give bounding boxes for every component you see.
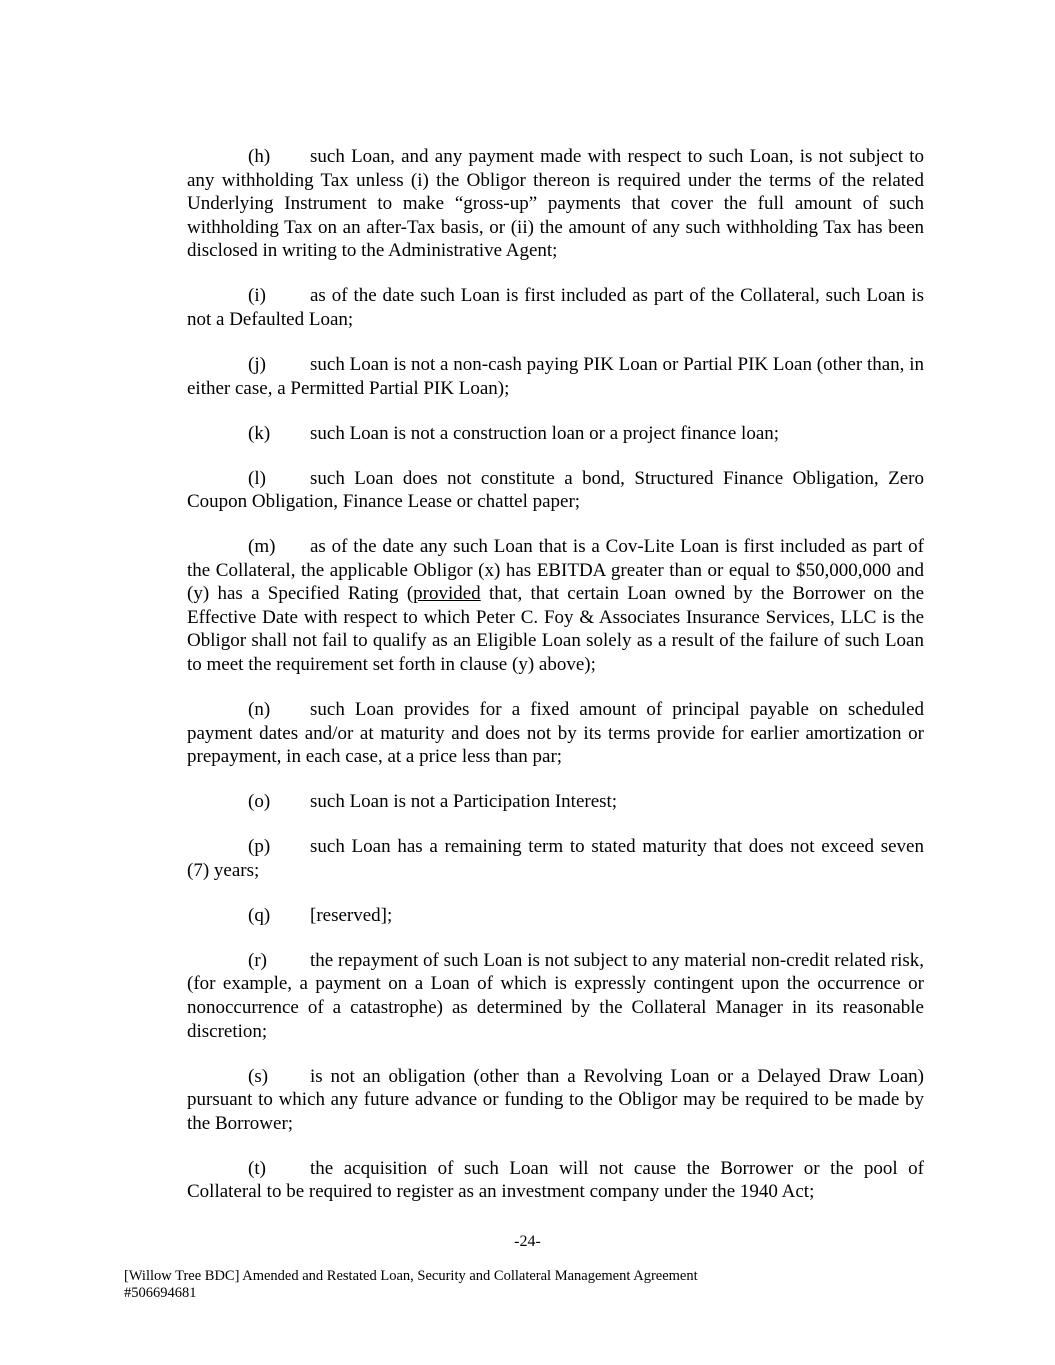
clause-label: (n) bbox=[248, 699, 271, 721]
clause-text: such Loan is not a Participation Interest; bbox=[310, 791, 618, 813]
clause-text-after: that, that certain Loan owned by the Borrower on the Effective Date with respect to which Peter C. Foy & Associates Insurance Services, LLC is the Obligor shall not fail to qualify as an Eligible Loan solely as a result of the failure of such Loan to meet the requirement set forth in clause (y) above); bbox=[187, 583, 924, 676]
clause-h bbox=[187, 145, 924, 263]
footer-doc-id: #506694681 bbox=[124, 1285, 197, 1301]
clause-label: (j) bbox=[248, 353, 266, 375]
clause-label: (m) bbox=[248, 536, 276, 558]
clause-m bbox=[187, 535, 924, 677]
footer-title: [Willow Tree BDC] Amended and Restated Loan, Security and Collateral Management Agreement bbox=[124, 1268, 698, 1284]
clause-label: (s) bbox=[248, 1065, 269, 1087]
clause-n bbox=[187, 698, 924, 769]
clause-j bbox=[187, 353, 924, 400]
clause-text: such Loan is not a non-cash paying PIK Loan or Partial PIK Loan (other than, in either case, a Permitted Partial PIK Loan); bbox=[187, 353, 924, 399]
clause-label: (p) bbox=[248, 836, 271, 858]
clause-o bbox=[187, 790, 924, 814]
document-body bbox=[187, 145, 924, 1225]
clause-text: such Loan is not a construction loan or a project finance loan; bbox=[310, 422, 780, 444]
clause-i bbox=[187, 284, 924, 331]
clause-label: (i) bbox=[248, 285, 266, 307]
clause-label: (t) bbox=[248, 1157, 266, 1179]
provided-underlined-term: provided bbox=[413, 583, 481, 605]
clause-text: the acquisition of such Loan will not cause the Borrower or the pool of Collateral to be required to register as an investment company under the 1940 Act; bbox=[187, 1157, 924, 1203]
clause-text: as of the date such Loan is first included as part of the Collateral, such Loan is not a Defaulted Loan; bbox=[187, 285, 924, 330]
clause-p bbox=[187, 835, 924, 882]
clause-text: such Loan has a remaining term to stated maturity that does not exceed seven (7) years; bbox=[187, 836, 924, 881]
clause-label: (o) bbox=[248, 791, 271, 813]
clause-label: (k) bbox=[248, 422, 271, 444]
clause-t bbox=[187, 1157, 924, 1204]
clause-label: (r) bbox=[248, 949, 267, 971]
clause-s bbox=[187, 1065, 924, 1136]
clause-text: [reserved]; bbox=[310, 904, 393, 926]
clause-text: such Loan does not constitute a bond, Structured Finance Obligation, Zero Coupon Obligation, Finance Lease or chattel paper; bbox=[187, 467, 924, 513]
clause-text: such Loan provides for a fixed amount of principal payable on scheduled payment dates and/or at maturity and does not by its terms provide for earlier amortization or prepayment, in each case, at a price less than par; bbox=[187, 699, 924, 768]
clause-text: such Loan, and any payment made with respect to such Loan, is not subject to any withholding Tax unless (i) the Obligor thereon is required under the terms of the related Underlying Instrument to make “gross-up” payments that cover the full amount of such withholding Tax on an after-Tax basis, or (ii) the amount of any such withholding Tax has been disclosed in writing to the Administrative Agent; bbox=[187, 146, 924, 262]
clause-text: is not an obligation (other than a Revolving Loan or a Delayed Draw Loan) pursuant to which any future advance or funding to the Obligor may be required to be made by the Borrower; bbox=[187, 1065, 924, 1134]
document-footer bbox=[124, 1268, 698, 1302]
clause-label: (h) bbox=[248, 146, 271, 167]
clause-label: (l) bbox=[248, 467, 266, 489]
clause-text-before: as of the date any such Loan that is a Cov-Lite Loan is first included as part of the Collateral, the applicable Obligor (x) has EBITDA greater than or equal to $50,000,000 and (y) has a Specified Rating ( bbox=[187, 536, 924, 605]
page-number: -24- bbox=[514, 1233, 541, 1250]
clause-l bbox=[187, 467, 924, 514]
clause-k bbox=[187, 422, 924, 446]
clause-text: the repayment of such Loan is not subject to any material non-credit related risk, (for example, a payment on a Loan of which is expressly contingent upon the occurrence or nonoccurrence of a catastrophe) as determined by the Collateral Manager in its reasonable discretion; bbox=[187, 949, 924, 1042]
clause-label: (q) bbox=[248, 904, 271, 926]
clause-r bbox=[187, 949, 924, 1043]
clause-q bbox=[187, 904, 924, 928]
